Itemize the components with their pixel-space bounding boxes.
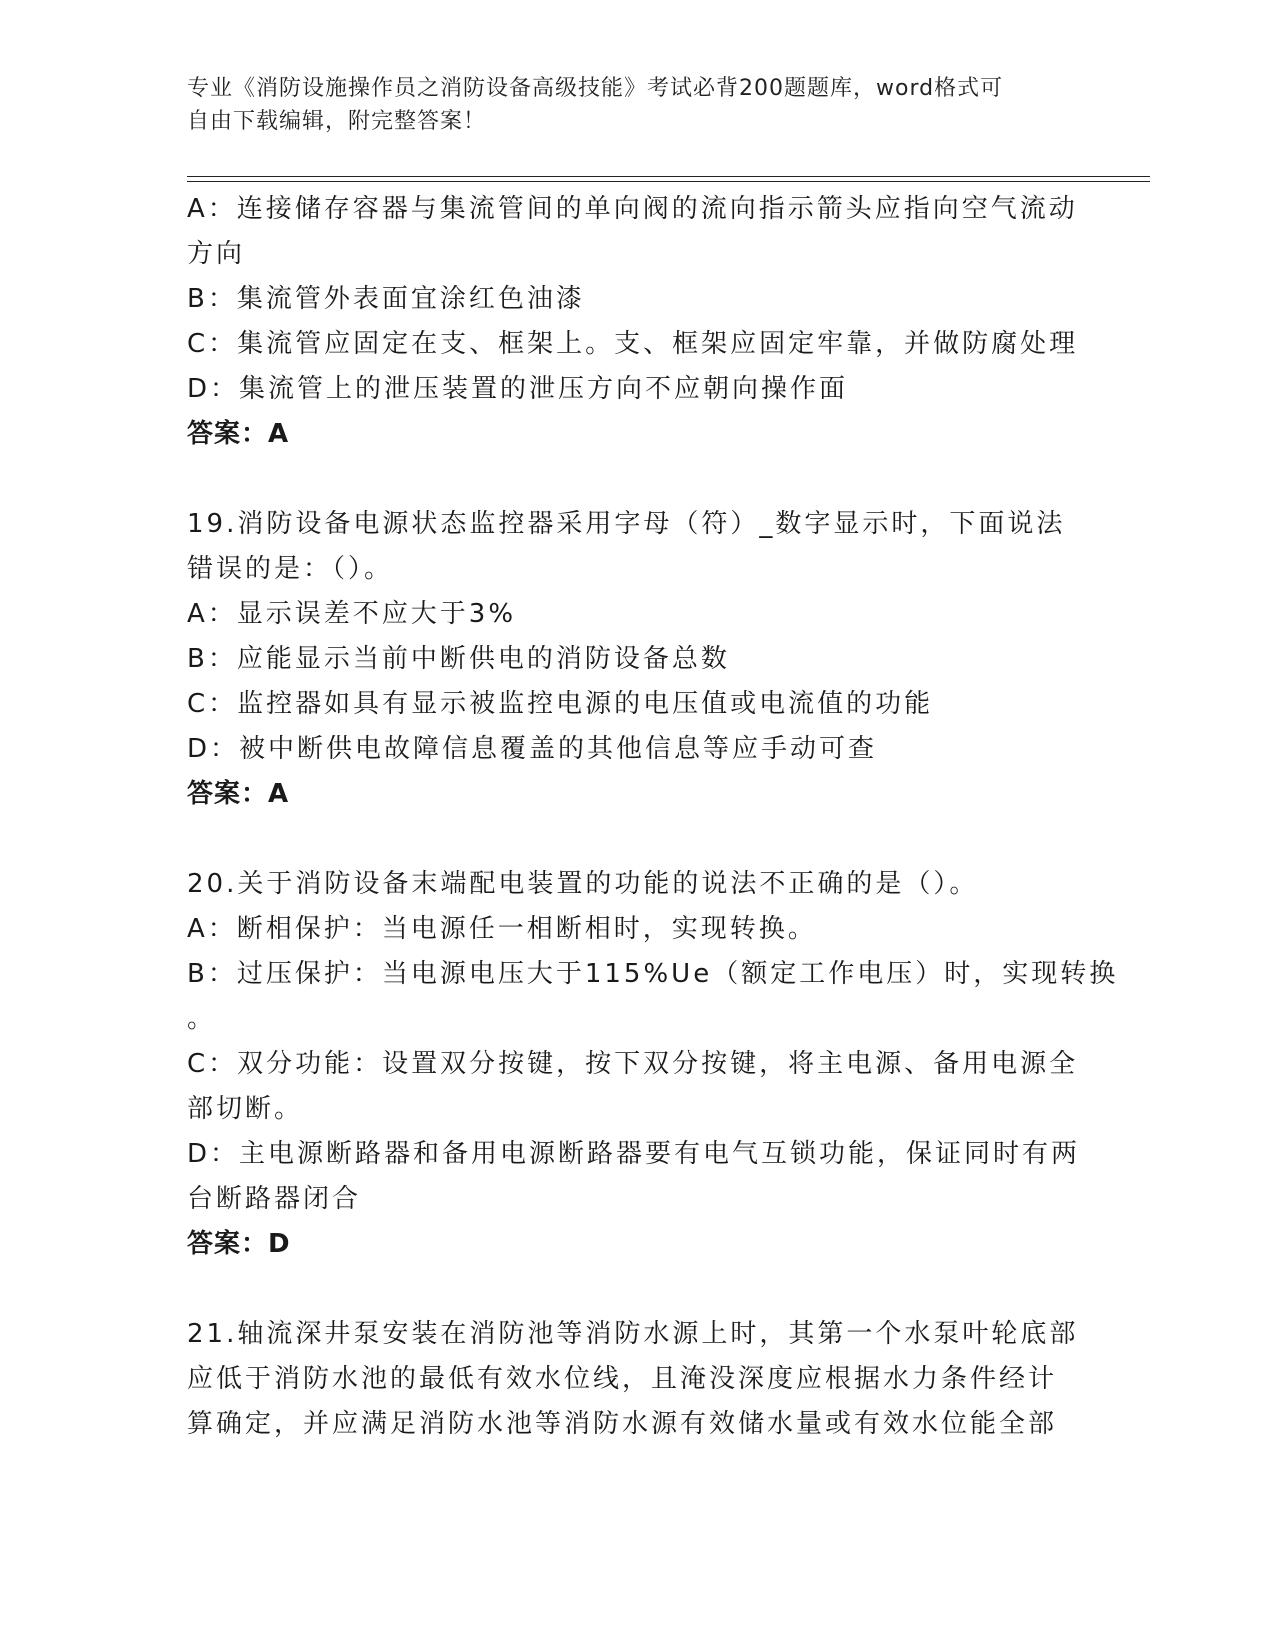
question-18-options: [187, 187, 1087, 457]
q20-option-b-line-2: 。: [187, 1004, 217, 1034]
q19-option-c: C：监控器如具有显示被监控电源的电压值或电流值的功能: [187, 689, 934, 719]
question-21: [187, 1312, 1087, 1447]
document-body: [187, 187, 1119, 1447]
q20-answer: 答案：D: [187, 1229, 291, 1259]
q20-option-d-line-2: 台断路器闭合: [187, 1184, 362, 1214]
q18-option-a-line-1: A：连接储存容器与集流管间的单向阀的流向指示箭头应指向空气流动: [187, 194, 1078, 224]
q20-option-c-line-1: C：双分功能：设置双分按键，按下双分按键，将主电源、备用电源全: [187, 1049, 1079, 1079]
q20-option-b-line-1: B：过压保护：当电源电压大于115%Ue（额定工作电压）时，实现转换: [187, 959, 1119, 989]
q18-answer: 答案：A: [187, 419, 290, 449]
q18-option-c: C：集流管应固定在支、框架上。支、框架应固定牢靠，并做防腐处理: [187, 329, 1079, 359]
q20-option-d-line-1: D：主电源断路器和备用电源断路器要有电气互锁功能，保证同时有两: [187, 1139, 1081, 1169]
q18-option-d: D：集流管上的泄压装置的泄压方向不应朝向操作面: [187, 374, 849, 404]
header-line-1: 专业《消防设施操作员之消防设备高级技能》考试必背200题题库，word格式可: [187, 76, 1004, 101]
q21-stem-line-1: 21.轴流深井泵安装在消防池等消防水源上时，其第一个水泵叶轮底部: [187, 1319, 1079, 1349]
header-divider-bottom: [187, 181, 1150, 182]
q19-option-a: A：显示误差不应大于3%: [187, 599, 517, 629]
q19-answer: 答案：A: [187, 779, 290, 809]
q20-option-a: A：断相保护：当电源任一相断相时，实现转换。: [187, 914, 817, 944]
q21-stem-line-2: 应低于消防水池的最低有效水位线，且淹没深度应根据水力条件经计: [187, 1364, 1058, 1394]
q20-stem: 20.关于消防设备末端配电装置的功能的说法不正确的是（）。: [187, 869, 979, 899]
page-header: [187, 72, 1067, 138]
header-divider-top: [187, 176, 1150, 177]
q21-stem-line-3: 算确定，并应满足消防水池等消防水源有效储水量或有效水位能全部: [187, 1409, 1058, 1439]
question-19: [187, 502, 1087, 817]
q19-option-d: D：被中断供电故障信息覆盖的其他信息等应手动可查: [187, 734, 878, 764]
spacer: [187, 1267, 1087, 1312]
spacer: [187, 817, 1087, 862]
q19-stem-line-2: 错误的是：（）。: [187, 554, 394, 584]
q18-option-a-line-2: 方向: [187, 239, 246, 269]
q19-option-b: B：应能显示当前中断供电的消防设备总数: [187, 644, 730, 674]
q18-option-b: B：集流管外表面宜涂红色油漆: [187, 284, 585, 314]
q20-option-c-line-2: 部切断。: [187, 1094, 304, 1124]
header-line-2: 自由下载编辑，附完整答案！: [187, 109, 487, 134]
question-20: [187, 862, 1119, 1267]
q19-stem-line-1: 19.消防设备电源状态监控器采用字母（符）_数字显示时，下面说法: [187, 509, 1066, 539]
spacer: [187, 457, 1087, 502]
